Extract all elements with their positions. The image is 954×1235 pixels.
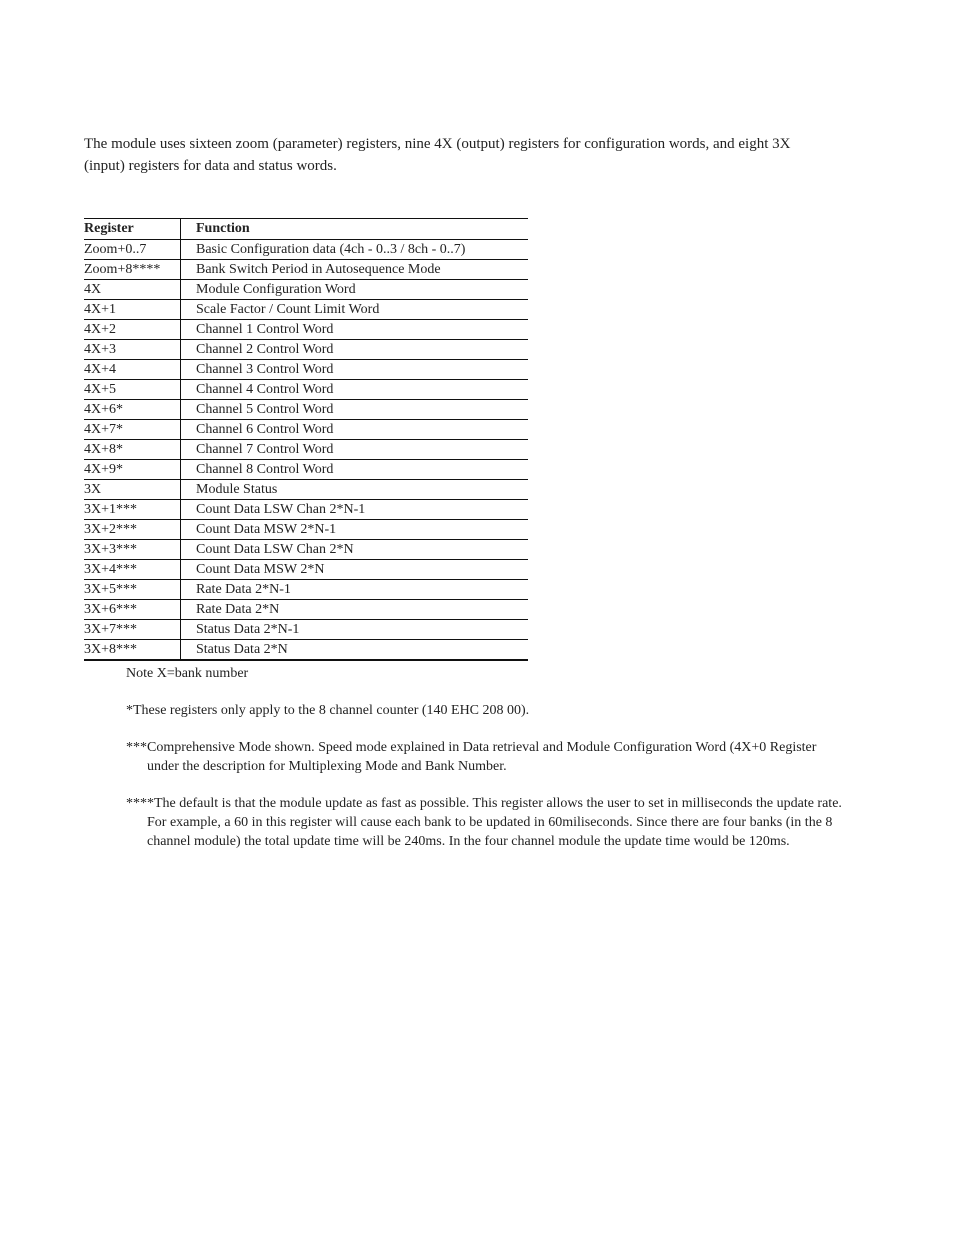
function-cell: Status Data 2*N-1 — [181, 620, 529, 640]
register-cell: 4X — [84, 280, 181, 300]
table-row — [84, 280, 528, 300]
note-update-rate: ****The default is that the module update as fast as possible. This register allows the user to set in milliseconds the update rate. For example, a 60 in this register will cause each bank to be updated in 60miliseconds. Since there are four banks (in the 8 channel module) the total update time will be 240ms. In the four channel module the update time would be 120ms. — [126, 796, 842, 849]
table-row — [84, 300, 528, 320]
notes-section — [126, 664, 842, 869]
register-cell: 4X+2 — [84, 320, 181, 340]
table-row — [84, 400, 528, 420]
function-cell: Channel 1 Control Word — [181, 320, 529, 340]
register-cell: 4X+5 — [84, 380, 181, 400]
table-row — [84, 580, 528, 600]
note-bank-number: Note X=bank number — [126, 666, 249, 681]
table-row — [84, 500, 528, 520]
function-cell: Basic Configuration data (4ch - 0..3 / 8ch - 0..7) — [181, 240, 529, 260]
register-cell: 4X+1 — [84, 300, 181, 320]
function-cell: Count Data MSW 2*N-1 — [181, 520, 529, 540]
intro-paragraph: The module uses sixteen zoom (parameter) registers, nine 4X (output) registers for configuration words, and eight 3X (input) registers for data and status words. — [84, 136, 791, 174]
table-row — [84, 440, 528, 460]
function-cell: Channel 2 Control Word — [181, 340, 529, 360]
function-cell: Count Data MSW 2*N — [181, 560, 529, 580]
table-row — [84, 480, 528, 500]
table-row — [84, 460, 528, 480]
register-cell: 4X+3 — [84, 340, 181, 360]
header-register: Register — [84, 219, 181, 240]
table-row — [84, 340, 528, 360]
register-cell: 4X+7* — [84, 420, 181, 440]
function-cell: Bank Switch Period in Autosequence Mode — [181, 260, 529, 280]
register-cell: 4X+4 — [84, 360, 181, 380]
register-cell: 3X+4*** — [84, 560, 181, 580]
note-8-channel: *These registers only apply to the 8 channel counter (140 EHC 208 00). — [126, 703, 530, 718]
function-cell: Rate Data 2*N-1 — [181, 580, 529, 600]
function-cell: Rate Data 2*N — [181, 600, 529, 620]
register-table — [84, 218, 528, 661]
function-cell: Count Data LSW Chan 2*N-1 — [181, 500, 529, 520]
register-cell: Zoom+0..7 — [84, 240, 181, 260]
register-cell: 3X+1*** — [84, 500, 181, 520]
table-row — [84, 560, 528, 580]
table-row — [84, 360, 528, 380]
table-row — [84, 540, 528, 560]
table-row — [84, 640, 528, 661]
register-cell: 3X+8*** — [84, 640, 181, 661]
table-row — [84, 520, 528, 540]
register-cell: 3X+7*** — [84, 620, 181, 640]
function-cell: Channel 3 Control Word — [181, 360, 529, 380]
table-row — [84, 420, 528, 440]
function-cell: Module Configuration Word — [181, 280, 529, 300]
function-cell: Channel 8 Control Word — [181, 460, 529, 480]
header-function: Function — [181, 219, 529, 240]
function-cell: Channel 5 Control Word — [181, 400, 529, 420]
register-cell: 4X+8* — [84, 440, 181, 460]
table-row — [84, 260, 528, 280]
function-cell: Channel 6 Control Word — [181, 420, 529, 440]
register-cell: 3X+3*** — [84, 540, 181, 560]
register-cell: 4X+9* — [84, 460, 181, 480]
function-cell: Module Status — [181, 480, 529, 500]
table-row — [84, 600, 528, 620]
table-header-row — [84, 219, 528, 240]
register-cell: Zoom+8**** — [84, 260, 181, 280]
function-cell: Channel 7 Control Word — [181, 440, 529, 460]
function-cell: Scale Factor / Count Limit Word — [181, 300, 529, 320]
table-row — [84, 320, 528, 340]
register-cell: 3X — [84, 480, 181, 500]
function-cell: Status Data 2*N — [181, 640, 529, 661]
function-cell: Channel 4 Control Word — [181, 380, 529, 400]
register-table-body — [84, 240, 528, 661]
register-cell: 3X+2*** — [84, 520, 181, 540]
register-cell: 3X+5*** — [84, 580, 181, 600]
register-cell: 4X+6* — [84, 400, 181, 420]
table-row — [84, 380, 528, 400]
table-row — [84, 240, 528, 260]
register-cell: 3X+6*** — [84, 600, 181, 620]
note-comprehensive-mode: ***Comprehensive Mode shown. Speed mode explained in Data retrieval and Module Configuration Word (4X+0 Register under the description for Multiplexing Mode and Bank Number. — [126, 740, 817, 774]
table-row — [84, 620, 528, 640]
function-cell: Count Data LSW Chan 2*N — [181, 540, 529, 560]
